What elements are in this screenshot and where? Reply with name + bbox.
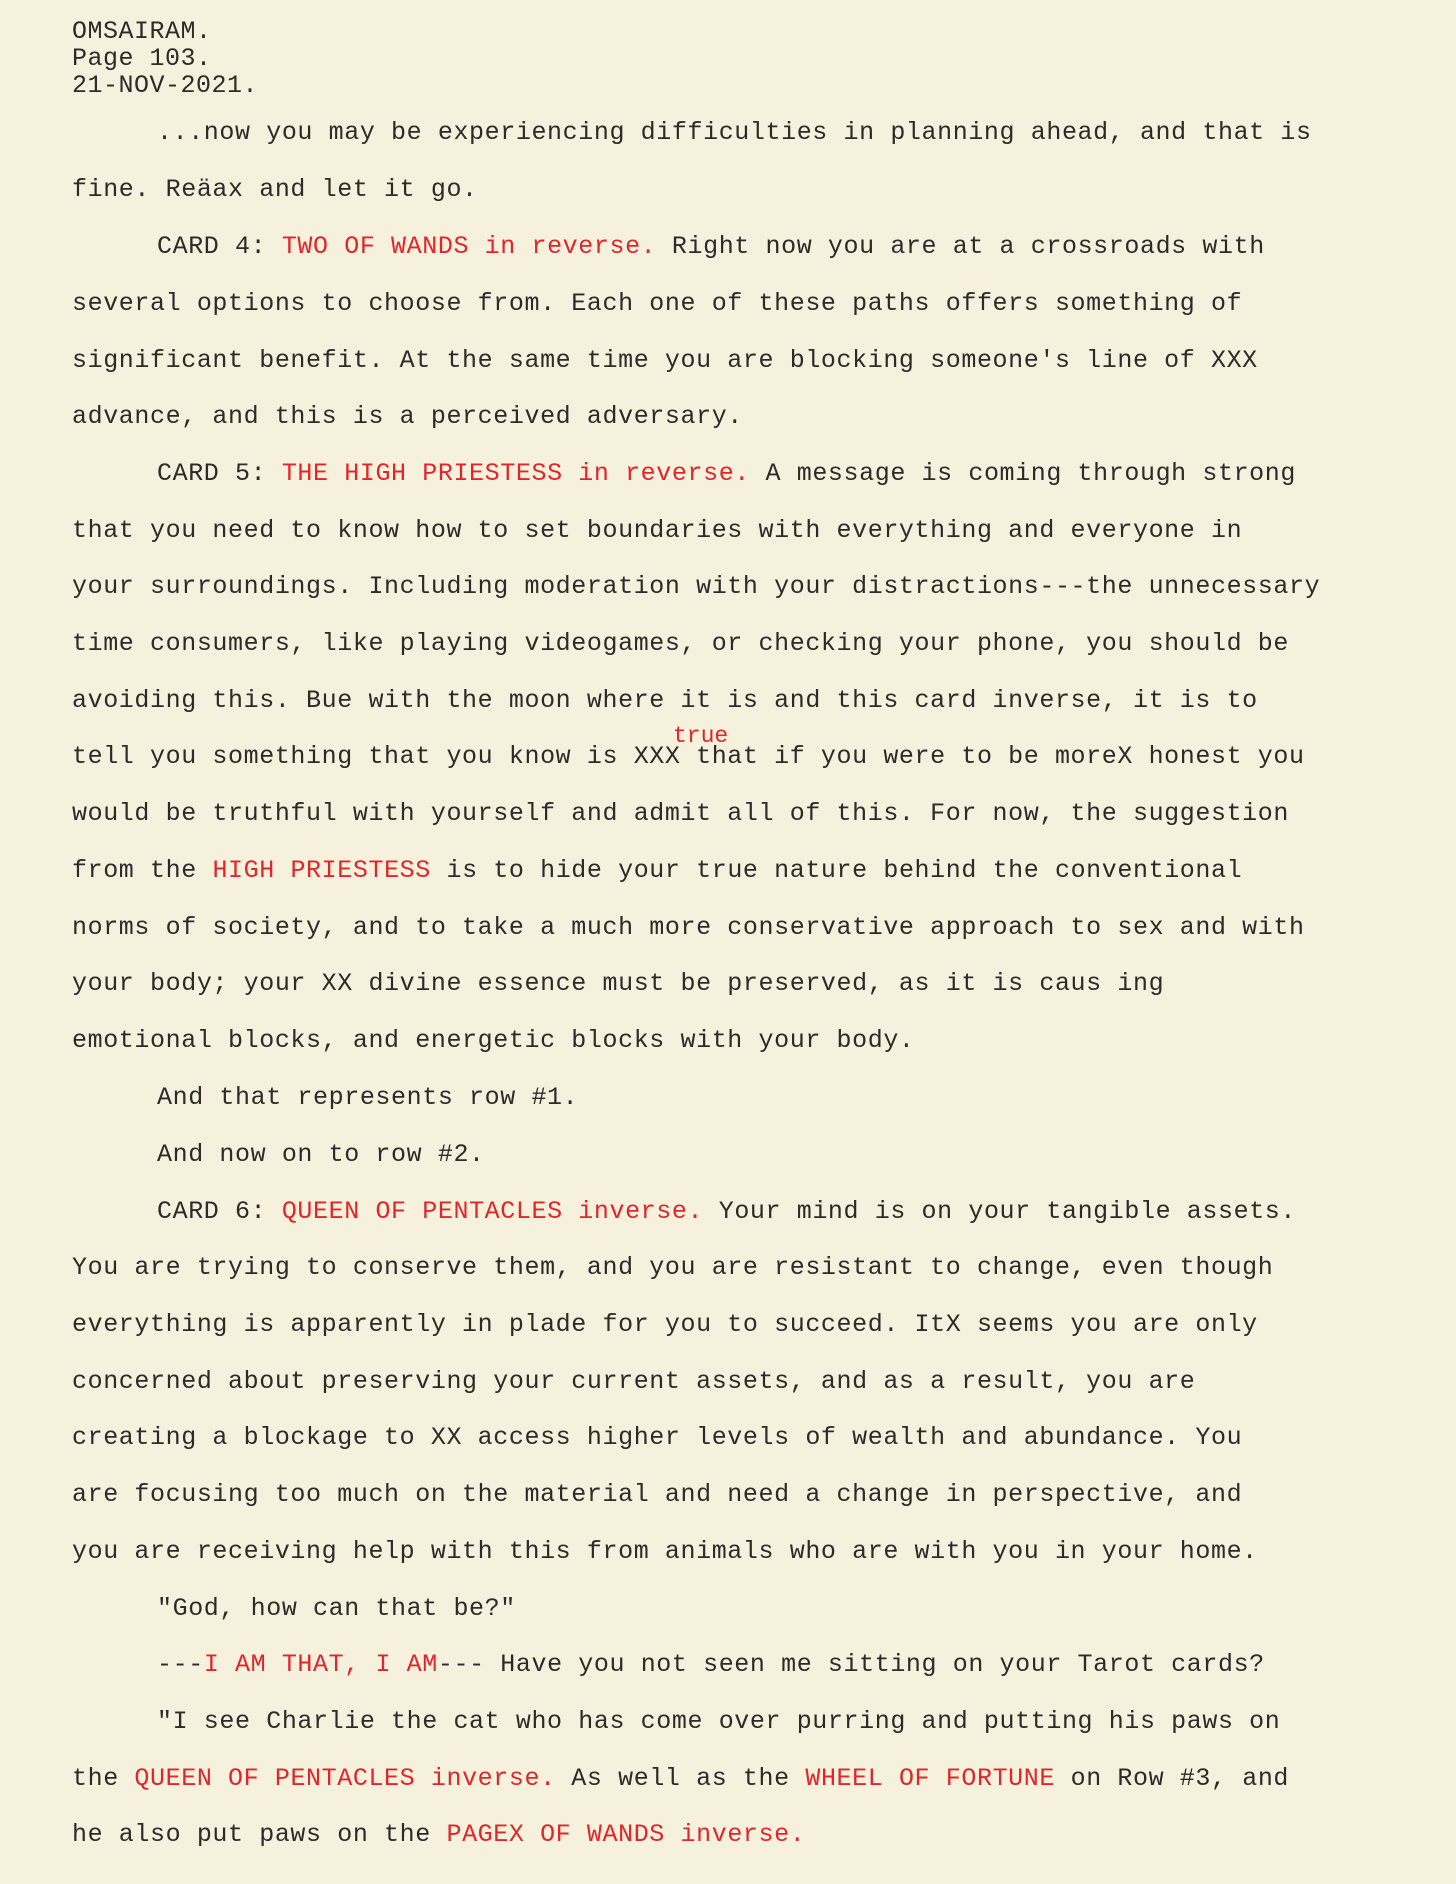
text-segment: on Row #3, and [1054,1764,1290,1793]
text-segment: you are receiving help with this from animals who are with you in your home. [72,1537,1258,1566]
highlighted-card-name: WHEEL OF FORTUNE [805,1764,1055,1793]
text-line [157,1707,1280,1737]
text-segment: everything is apparently in plade for you to succeed. ItX seems you are only [72,1310,1258,1339]
text-segment: Right now you are at a crossroads with [656,232,1265,261]
text-segment: And that represents row #1. [157,1083,579,1112]
text-line [72,1423,1242,1453]
text-line [157,1650,1265,1680]
highlighted-card-name: QUEEN OF PENTACLES inverse. [281,1197,704,1226]
text-line [72,572,1320,602]
text-line [157,459,1296,489]
text-line [157,1197,1296,1227]
text-segment: "God, how can that be?" [157,1594,516,1623]
highlighted-card-name: PAGEX OF WANDS inverse. [446,1820,806,1849]
text-segment: tell you something that you know is XXX that if you were to be moreX honest you [72,742,1305,771]
text-segment: You are trying to conserve them, and you are resistant to change, even though [72,1253,1274,1282]
text-segment: CARD 5: [157,459,282,488]
text-segment: fine. Reäax and let it go. [72,175,478,204]
text-segment: emotional blocks, and energetic blocks with your body. [72,1026,915,1055]
text-line [157,1594,516,1624]
text-line [157,118,1312,148]
text-segment: Your mind is on your tangible assets. [703,1197,1297,1226]
header-page-number: Page 103. [72,44,212,73]
text-segment: your surroundings. Including moderation with your distractions---the unnecessary [72,572,1321,601]
text-line [72,686,1258,716]
text-segment: would be truthful with yourself and admit all of this. For now, the suggestion [72,799,1289,828]
text-line [72,1310,1258,1340]
text-segment: CARD 6: [157,1197,282,1226]
text-segment: ...now you may be experiencing difficulties in planning ahead, and that is [157,118,1312,147]
text-segment: creating a blockage to XX access higher levels of wealth and abundance. You [72,1423,1243,1452]
text-line [72,1253,1273,1283]
text-segment: A message is coming through strong [749,459,1296,488]
highlighted-card-name: TWO OF WANDS in reverse. [281,232,657,261]
text-line [72,1480,1242,1510]
handwritten-annotation: true [673,723,729,749]
text-line [72,742,1305,772]
text-segment: significant benefit. At the same time you are blocking someone's line of XXX [72,346,1258,375]
text-segment: norms of society, and to take a much more conservative approach to sex and with [72,913,1305,942]
text-line [72,1764,1289,1794]
highlighted-card-name: THE HIGH PRIESTESS in reverse. [281,459,750,488]
text-line [72,969,1164,999]
text-segment: --- [157,1650,204,1679]
text-line [72,799,1289,829]
text-segment: advance, and this is a perceived adversary. [72,402,743,431]
text-line [72,629,1289,659]
header-title: OMSAIRAM. [72,17,212,46]
text-segment: concerned about preserving your current assets, and as a result, you are [72,1367,1196,1396]
text-segment: several options to choose from. Each one of these paths offers something of [72,289,1243,318]
text-line [72,1537,1258,1567]
highlighted-card-name: I AM THAT, I AM [203,1650,438,1679]
highlighted-card-name: QUEEN OF PENTACLES inverse. [134,1764,556,1793]
text-segment: As well as the [555,1764,806,1793]
text-line [157,1083,578,1113]
text-line [72,1820,805,1850]
text-segment: is to hide your true nature behind the conventional [430,856,1243,885]
text-segment: time consumers, like playing videogames, or checking your phone, you should be [72,629,1289,658]
text-line [157,232,1265,262]
text-segment: avoiding this. Bue with the moon where it is and this card inverse, it is to [72,686,1258,715]
text-line [157,1140,485,1170]
text-segment: are focusing too much on the material and need a change in perspective, and [72,1480,1243,1509]
text-segment: from the [72,856,213,885]
text-line [72,289,1242,319]
text-line [72,913,1305,943]
text-line [72,1367,1195,1397]
text-line [72,516,1242,546]
highlighted-card-name: HIGH PRIESTESS [212,856,431,885]
header-date: 21-NOV-2021. [72,71,259,100]
text-line [72,175,478,205]
text-line [72,402,743,432]
text-segment: the [72,1764,135,1793]
text-line [72,856,1242,886]
text-segment: he also put paws on the [72,1820,447,1849]
text-segment: --- Have you not seen me sitting on your Tarot cards? [437,1650,1265,1679]
text-segment: "I see Charlie the cat who has come over purring and putting his paws on [157,1707,1281,1736]
text-segment: your body; your XX divine essence must be preserved, as it is caus ing [72,969,1165,998]
text-line [72,1026,915,1056]
text-line [72,346,1258,376]
text-segment: that you need to know how to set boundaries with everything and everyone in [72,516,1243,545]
text-segment: CARD 4: [157,232,282,261]
text-segment: And now on to row #2. [157,1140,485,1169]
